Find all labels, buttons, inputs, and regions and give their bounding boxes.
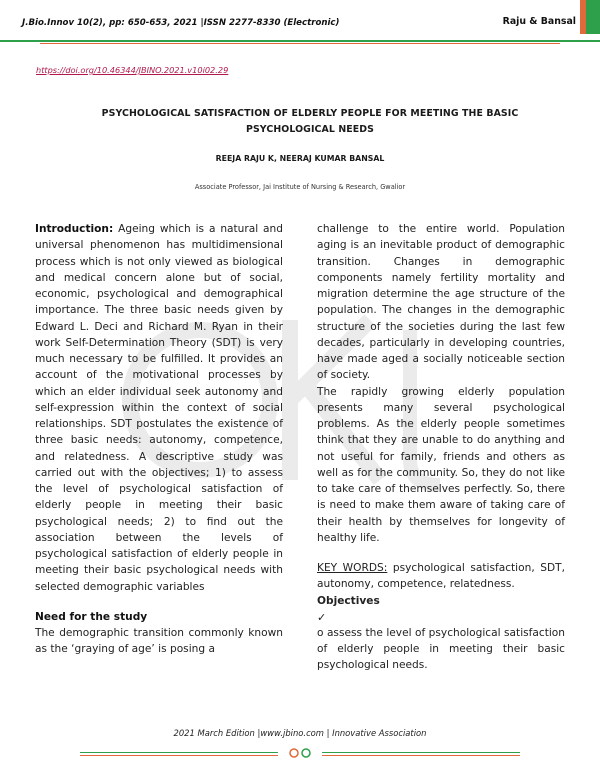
doi-link[interactable]: https://doi.org/10.46344/JBINO.2021.v10i02.29: [36, 65, 229, 75]
left-column: [35, 221, 283, 658]
author-list: REEJA RAJU K, NEERAJ KUMAR BANSAL: [215, 154, 385, 163]
keywords: [317, 560, 565, 593]
objectives-heading: Objectives: [317, 594, 380, 607]
right-column: [317, 221, 565, 674]
need-text: The demographic transition commonly known as the ‘graying of age’ is posing a: [35, 627, 283, 656]
title-line-2: PSYCHOLOGICAL NEEDS: [245, 124, 375, 135]
elderly-problems-paragraph: The rapidly growing elderly population presents many several psychological problems. As the elderly people sometimes think that they are unable to do anything and not useful for family, friends and others as well as for the community. So, they do not like to take care of themselves perfectly. So, there is need to make them aware of taking care of their health by themselves for longevity of healthy life.: [317, 385, 565, 544]
page-header: [0, 0, 600, 40]
paper-title: [60, 106, 560, 138]
introduction-text: Ageing which is a natural and universal phenomenon has multidimensional process which is not only viewed as biological and medical concern alone but of social, economic, psychological and demographical importance. The three basic needs given by Edward L. Deci and Richard M. Ryan in their work Self-Determination Theory (SDT) is very much necessary to be fulfilled. It provides an account of the motivational processes by which an elder individual seek autonomy and self-expression within the context of social relationships. SDT postulates the existence of three basic needs: autonomy, competence, and relatedness. A descriptive study was carried out with the objectives; 1) to assess the level of psychological satisfaction of elderly people in meeting their basic psychological needs; 2) to find out the association between the levels of psychological satisfaction of elderly people in meeting their basic psychological needs with selected demographic variables: [35, 223, 283, 593]
running-authors: Raju & Bansal: [502, 16, 576, 27]
title-line-1: PSYCHOLOGICAL SATISFACTION OF ELDERLY PEOPLE FOR MEETING THE BASIC: [101, 108, 519, 119]
need-heading: Need for the study: [35, 610, 148, 623]
header-rule-green: [0, 40, 600, 42]
affiliation: Associate Professor, Jai Institute of Nursing & Research, Gwalior: [194, 183, 406, 191]
journal-reference: J.Bio.Innov 10(2), pp: 650-653, 2021 |ISSN 2277-8330 (Electronic): [22, 18, 340, 28]
page-footer: 2021 March Edition |www.jbino.com | Innovative Association: [173, 728, 427, 738]
footer-logo-icon: [278, 746, 322, 760]
header-rule-orange: [40, 43, 560, 44]
header-corner-accent-green: [586, 0, 600, 34]
keywords-label: KEY WORDS:: [317, 562, 388, 574]
objective-1: o assess the level of psychological satisfaction of elderly people in meeting their basic psychological needs.: [317, 626, 565, 672]
population-paragraph: challenge to the entire world. Population aging is an inevitable product of demographic transition. Changes in demographic components namely fertility mortality and migration determine the age structure of the population. The changes in the demographic structure of the societies during the last few decades, particularly in developing countries, have made aged a socially noticeable section of society.: [317, 223, 565, 382]
introduction-paragraph: [35, 221, 283, 595]
keywords-list: psychological satisfaction, SDT, autonomy, competence, relatedness.: [317, 562, 565, 591]
checkmark-icon: ✓: [317, 610, 327, 624]
introduction-heading: Introduction:: [35, 223, 114, 235]
